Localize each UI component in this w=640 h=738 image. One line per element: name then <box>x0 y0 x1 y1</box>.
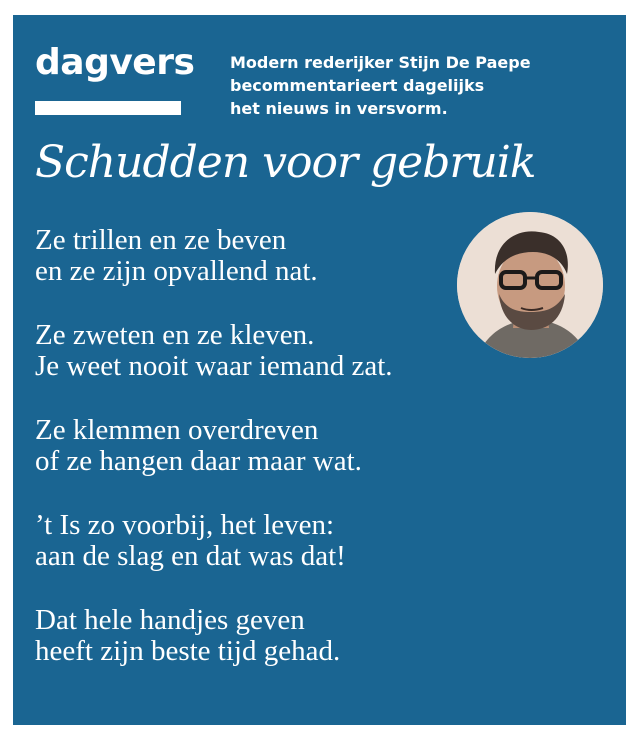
intro-text <box>230 51 590 120</box>
poem-line: aan de slag en dat was dat! <box>35 540 346 572</box>
poem-stanza <box>35 605 393 667</box>
intro-line: het nieuws in versvorm. <box>230 99 448 118</box>
intro-line: Modern rederijker Stijn De Paepe <box>230 53 531 72</box>
poem-line: ’t Is zo voorbij, het leven: <box>35 509 335 541</box>
brand-underline <box>35 101 181 115</box>
poem-line: Ze trillen en ze beven <box>35 224 287 256</box>
poem-line: en ze zijn opvallend nat. <box>35 255 318 287</box>
poem-stanza <box>35 225 393 287</box>
poem-stanza <box>35 510 393 572</box>
author-portrait-icon <box>457 212 603 358</box>
poem-line: Dat hele handjes geven <box>35 604 305 636</box>
poem-line: Ze zweten en ze kleven. <box>35 319 315 351</box>
author-photo <box>457 212 603 358</box>
poem-line: heeft zijn beste tijd gehad. <box>35 635 341 667</box>
brand-logo: dagvers <box>35 42 195 83</box>
poem-stanza <box>35 415 393 477</box>
intro-line: becommentarieert dagelijks <box>230 76 485 95</box>
poem-stanza <box>35 320 393 382</box>
poem-title: Schudden voor gebruik <box>35 137 536 188</box>
poem-body <box>35 225 393 700</box>
poem-line: Ze klemmen overdreven <box>35 414 319 446</box>
poem-line: of ze hangen daar maar wat. <box>35 445 362 477</box>
poem-line: Je weet nooit waar iemand zat. <box>35 350 393 382</box>
dagvers-column <box>13 15 626 725</box>
